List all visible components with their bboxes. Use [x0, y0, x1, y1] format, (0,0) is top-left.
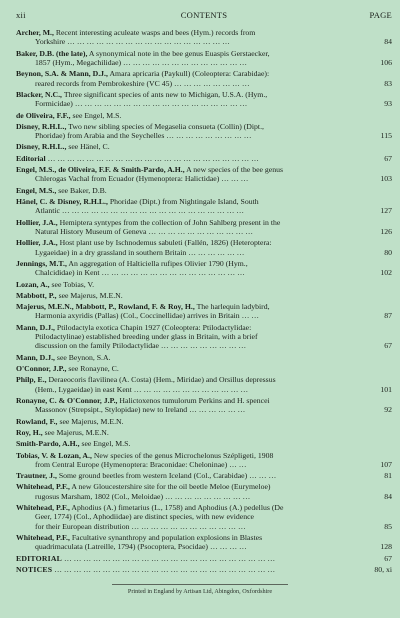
entry-page-number: 127: [380, 206, 392, 216]
entry-line: [16, 259, 366, 268]
contents-entry: [16, 451, 392, 470]
entry-line: [16, 142, 366, 151]
entry-page-number: 106: [380, 57, 392, 67]
entry-title: for their European distribution … … … … … … … … … … … …: [35, 521, 246, 531]
contents-entry: [16, 197, 392, 216]
entry-line: [16, 554, 366, 563]
entry-title: Hemiptera syntypes from the collection of John Sahlberg present in the: [59, 217, 281, 227]
entry-title: see Baker, D.B.: [58, 185, 107, 195]
entry-line: [16, 375, 366, 384]
entry-line: [16, 280, 366, 289]
entry-title: reared records from Pembrokeshire (VC 45) … … … … … … … …: [35, 78, 250, 88]
entry-title: … … … … … … … … … … … … … … … … … … … … … … …: [54, 564, 276, 574]
contents-entry: [16, 28, 392, 47]
entry-author: Blacker, N.C.,: [16, 89, 62, 99]
entry-author: Roy, H.,: [16, 427, 43, 437]
entry-line: [16, 268, 366, 277]
entry-line: [16, 323, 366, 332]
contents-entry: [16, 49, 392, 68]
entry-line: [16, 238, 366, 247]
entry-line: [16, 405, 366, 414]
entry-page-number: 103: [380, 174, 392, 184]
entry-title: Some ground beetles from western Iceland (Col., Carabidae) … … …: [58, 471, 277, 481]
contents-entry: [16, 291, 392, 300]
entry-line: [16, 533, 366, 542]
entry-line: [16, 385, 366, 394]
entry-title: 1857 (Hym., Megachilidae) … … … … … … … … … … … … …: [35, 57, 248, 67]
page-column-label: PAGE: [369, 10, 392, 20]
entry-author: Whitehead, P.F.,: [16, 503, 70, 513]
entry-author: Jennings, M.T.,: [16, 258, 67, 268]
entry-line: [16, 186, 366, 195]
entry-title: rugosus Marsham, 1802 (Col., Meloidae) … … … … … … … … …: [35, 491, 251, 501]
entry-author: Hollier, J.A.,: [16, 217, 58, 227]
contents-entry: [16, 259, 392, 278]
entry-title: Ptilodactylinae) established breeding under glass in Britain, with a brief: [35, 332, 258, 342]
contents-entry: [16, 122, 392, 141]
entry-line: [16, 417, 366, 426]
entry-title: see Majerus, M.E.N.: [59, 416, 124, 426]
entry-line: [16, 512, 366, 521]
contents-entry: [16, 364, 392, 373]
entry-author: Whitehead, P.F.,: [16, 482, 70, 492]
entry-line: [16, 79, 366, 88]
contents-entry: [16, 533, 392, 552]
entry-title: Harmonia axyridis (Pallas) (Col., Coccinellidae) arrives in Britain … …: [35, 311, 260, 321]
contents-entry: [16, 417, 392, 426]
entry-author: Smith-Pardo, A.H.,: [16, 439, 80, 449]
entry-line: [16, 28, 366, 37]
entry-title: Facultative synanthropy and population explosions in Blastes: [71, 533, 263, 542]
entry-line: [16, 471, 366, 480]
contents-entry: [16, 439, 392, 448]
entry-line: [16, 248, 366, 257]
entry-author: Mann, D.J.,: [16, 352, 55, 362]
entry-title: Two new sibling species of Megaselia consueta (Collin) (Dipt.,: [68, 121, 264, 131]
contents-entry: [16, 503, 392, 531]
entry-author: Ronayne, C. & O'Connor, J.P.,: [16, 395, 118, 405]
page-title: CONTENTS: [180, 10, 228, 20]
entry-page-number: 126: [380, 226, 392, 236]
contents-entry: [16, 111, 392, 120]
entry-line: [16, 291, 366, 300]
entry-line: [16, 49, 366, 58]
entry-title: Formicidae) … … … … … … … … … … … … … … … … … …: [35, 99, 248, 109]
entry-line: [16, 131, 366, 140]
entry-line: [16, 439, 366, 448]
entry-page-number: 80, xi: [374, 564, 392, 574]
entry-title: Phoridae) from Arabia and the Seychelles … … … … … … … … …: [35, 131, 252, 141]
entry-title: see Tobias, V.: [51, 279, 95, 289]
contents-entry: [16, 471, 392, 480]
entry-page-number: 84: [384, 37, 392, 47]
entry-line: [16, 492, 366, 501]
entry-line: [16, 396, 366, 405]
entry-page-number: 67: [384, 553, 392, 563]
entry-title: see Ronayne, C.: [68, 364, 119, 373]
entry-page-number: 67: [384, 153, 392, 163]
contents-entry: [16, 69, 392, 88]
entry-line: [16, 69, 366, 78]
entry-author: NOTICES: [16, 564, 53, 574]
contents-entry: [16, 90, 392, 109]
entry-author: Baker, D.B. (the late),: [16, 48, 88, 58]
contents-entry: [16, 323, 392, 351]
entry-author: Mann, D.J.,: [16, 322, 55, 332]
entry-line: [16, 154, 366, 163]
entry-title: discussion on the family Ptilodactylidae … … … … … … … … …: [35, 341, 247, 351]
contents-entry: [16, 142, 392, 151]
entry-author: Philp, E.,: [16, 375, 47, 385]
entry-page-number: 115: [380, 131, 392, 141]
entry-title: Halictoxenos tumulorum Perkins and H. spencei: [119, 395, 270, 405]
entry-title: quadrimaculata (Latreille, 1794) (Psocoptera, Psocidae) … … … …: [35, 542, 247, 552]
entry-page-number: 87: [384, 311, 392, 321]
entry-author: Editorial: [16, 153, 46, 163]
entry-line: [16, 37, 366, 46]
entry-title: An aggregation of Halticiella rufipes Olivier 1790 (Hym.,: [68, 258, 248, 268]
entry-author: Engel, M.S., de Oliveira, F.F. & Smith-Pardo, A.H.,: [16, 165, 185, 175]
entry-title: see Engel, M.S.: [72, 110, 122, 120]
entry-line: [16, 174, 366, 183]
entry-title: see Hänel, C.: [68, 142, 110, 152]
folio-number: xii: [16, 10, 26, 20]
entry-author: Disney, R.H.L.,: [16, 142, 67, 152]
entry-page-number: 83: [384, 78, 392, 88]
entry-page-number: 102: [380, 268, 392, 278]
entry-author: Archer, M.,: [16, 28, 54, 37]
entry-line: [16, 332, 366, 341]
entry-line: [16, 206, 366, 215]
entry-author: Trautner, J.,: [16, 471, 57, 481]
entry-title: see Majerus, M.E.N.: [58, 290, 123, 300]
contents-entry: [16, 375, 392, 394]
entry-line: [16, 565, 366, 574]
entry-title: see Beynon, S.A.: [56, 352, 111, 362]
entry-author: Tobias, V. & Lozan, A.,: [16, 450, 92, 460]
entry-line: [16, 482, 366, 491]
page-header: [16, 10, 392, 22]
entry-author: Whitehead, P.F.,: [16, 533, 70, 542]
entry-title: New species of the genus Microchelonus Szépligeti, 1908: [93, 450, 274, 460]
contents-entry: [16, 396, 392, 415]
entry-author: Mabbott, P.,: [16, 290, 57, 300]
entry-page-number: 81: [384, 471, 392, 481]
entry-title: … … … … … … … … … … … … … … … … … … … … … …: [47, 153, 259, 163]
entry-page-number: 85: [384, 521, 392, 531]
contents-list: [16, 28, 392, 574]
entry-title: Recent interesting aculeate wasps and bees (Hym.) records from: [55, 28, 256, 37]
footer-rule: [112, 584, 288, 585]
entry-title: from Central Europe (Hymenoptera: Braconidae: Cheloninae) … …: [35, 459, 247, 469]
entry-author: Hollier, J.A.,: [16, 238, 58, 248]
contents-entry: [16, 165, 392, 184]
entry-page-number: 84: [384, 491, 392, 501]
entry-author: Disney, R.H.L.,: [16, 121, 67, 131]
entry-line: [16, 122, 366, 131]
entry-line: [16, 227, 366, 236]
entry-page-number: 92: [384, 405, 392, 415]
entry-line: [16, 353, 366, 362]
contents-entry: [16, 280, 392, 289]
entry-author: Rowland, F.,: [16, 416, 58, 426]
contents-entry: [16, 238, 392, 257]
entry-title: Chalcididae) in Kent … … … … … … … … … … … … … … …: [35, 268, 245, 278]
entry-line: [16, 341, 366, 350]
entry-page-number: 93: [384, 99, 392, 109]
entry-line: [16, 311, 366, 320]
entry-line: [16, 302, 366, 311]
entry-line: [16, 111, 366, 120]
entry-line: [16, 99, 366, 108]
entry-title: Deraeocoris flavilinea (A. Costa) (Hem., Miridae) and Orsillus depressus: [48, 375, 276, 385]
entry-page-number: 107: [380, 459, 392, 469]
entry-title: Amara apricaria (Paykull) (Coleoptera: Carabidae):: [109, 69, 270, 79]
entry-title: Massonov (Strepsipt., Stylopidae) new to Ireland … … … … … …: [35, 405, 246, 415]
entry-title: The harlequin ladybird,: [196, 302, 270, 312]
entry-line: [16, 428, 366, 437]
entry-author: EDITORIAL: [16, 553, 63, 563]
entry-title: Three significant species of ants new to Michigan, U.S.A. (Hym.,: [63, 89, 268, 99]
entry-title: … … … … … … … … … … … … … … … … … … … … … …: [63, 553, 276, 563]
entry-author: Beynon, S.A. & Mann, D.J.,: [16, 69, 108, 79]
contents-entry: [16, 353, 392, 362]
entry-page-number: 80: [384, 247, 392, 257]
entry-page-number: 128: [380, 542, 392, 552]
entry-line: [16, 218, 366, 227]
entry-line: [16, 165, 366, 174]
entry-line: [16, 90, 366, 99]
entry-line: [16, 503, 366, 512]
entry-author: O'Connor, J.P.,: [16, 364, 67, 373]
entry-line: [16, 197, 366, 206]
entry-title: Lygaeidae) in a dry grassland in southern Britain … … … … … …: [35, 247, 245, 257]
entry-line: [16, 58, 366, 67]
contents-entry: [16, 482, 392, 501]
printer-note: Printed in England by Artisan Ltd, Abingdon, Oxfordshire: [127, 588, 273, 595]
contents-entry: [16, 554, 392, 563]
entry-title: Atlantic … … … … … … … … … … … … … … … … … … …: [35, 206, 245, 216]
entry-title: see Engel, M.S.: [81, 439, 131, 449]
entry-author: Hänel, C. & Disney, R.H.L.,: [16, 197, 108, 206]
entry-author: Engel, M.S.,: [16, 185, 57, 195]
entry-line: [16, 451, 366, 460]
contents-entry: [16, 218, 392, 237]
entry-line: [16, 542, 366, 551]
entry-line: [16, 364, 366, 373]
entry-title: Aphodius (A.) fimetarius (L., 1758) and Aphodius (A.) pedellus (De: [71, 503, 284, 513]
entry-title: Host plant use by Ischnodemus sabuleti (Fallén, 1826) (Heteroptera:: [59, 238, 272, 248]
entry-title: (Hem., Lygaeidae) in east Kent … … … … … … … … … … … …: [35, 384, 249, 394]
contents-entry: [16, 154, 392, 163]
entry-title: Chlerogas Vachal from Ecuador (Hymenoptera: Halictidae) … … …: [35, 174, 249, 184]
entry-title: Phoridae (Dipt.) from Nightingale Island, South: [109, 197, 259, 206]
contents-entry: [16, 428, 392, 437]
contents-entry: [16, 302, 392, 321]
entry-title: Yorkshire … … … … … … … … … … … … … … … … …: [35, 37, 230, 47]
entry-line: [16, 522, 366, 531]
entry-title: Geer, 1774) (Col., Aphodiidae) are distinct species, with new evidence: [35, 512, 254, 522]
contents-entry: [16, 565, 392, 574]
entry-author: Lozan, A.,: [16, 279, 50, 289]
entry-title: A synonymical note in the bee genus Euaspis Gerstaecker,: [88, 48, 270, 58]
entry-title: see Majerus, M.E.N.: [44, 427, 109, 437]
entry-line: [16, 460, 366, 469]
entry-page-number: 101: [380, 384, 392, 394]
entry-title: Ptilodactyla exotica Chapin 1927 (Coleoptera: Ptilodactylidae:: [56, 322, 252, 332]
entry-author: de Oliveira, F.F.,: [16, 110, 71, 120]
entry-title: Natural History Museum of Geneva … … … … … … … … … … …: [35, 226, 254, 236]
contents-entry: [16, 186, 392, 195]
entry-page-number: 67: [384, 341, 392, 351]
entry-title: A new Gloucestershire site for the oil beetle Meloe (Eurymeloe): [71, 482, 271, 492]
entry-title: A new species of the bee genus: [186, 165, 284, 175]
entry-author: Majerus, M.E.N., Mabbott, P., Rowland, F. & Roy, H.,: [16, 302, 195, 312]
